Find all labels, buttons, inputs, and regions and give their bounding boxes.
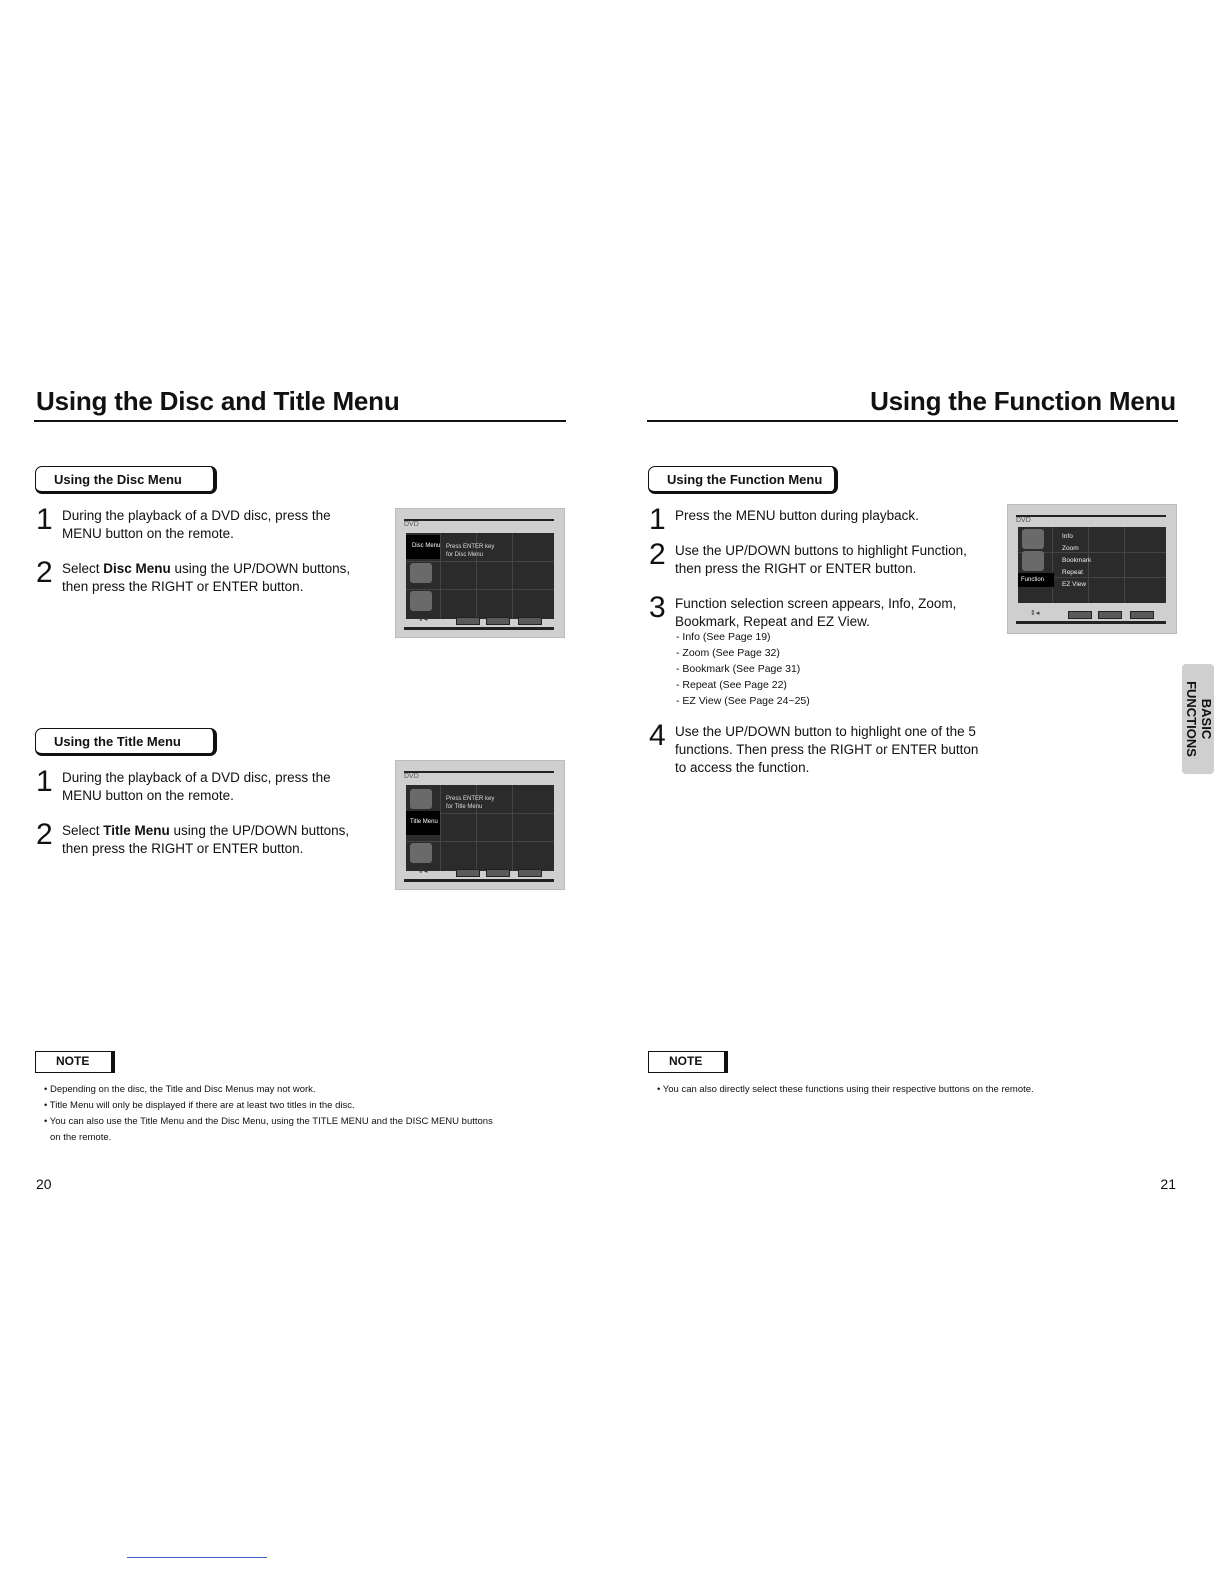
step-number: 3: [649, 591, 666, 624]
note-label-box: [648, 1051, 728, 1073]
screen-button: [518, 869, 542, 877]
step-text: functions. Then press the RIGHT or ENTER button: [675, 742, 979, 757]
title-step-1: [36, 765, 366, 809]
sublist-item: - Bookmark (See Page 31): [676, 663, 801, 675]
step-number: 2: [36, 556, 53, 589]
disc-menu-screen: [395, 508, 565, 638]
step-text: Bookmark, Repeat and EZ View.: [675, 614, 870, 629]
step-text: then press the RIGHT or ENTER button.: [62, 841, 304, 856]
note-label: NOTE: [669, 1054, 703, 1068]
function-sublist: [676, 629, 876, 709]
screen-menu-item: Bookmark: [1062, 557, 1092, 564]
chapter-side-tab: [1182, 664, 1214, 774]
note-line: on the remote.: [50, 1132, 112, 1143]
screen-button: [1098, 611, 1122, 619]
screen-message: for Disc Menu: [446, 552, 484, 558]
step-text: using the UP/DOWN buttons,: [170, 561, 351, 576]
step-number: 1: [36, 765, 53, 798]
step-keyword: Disc Menu: [103, 561, 171, 576]
step-keyword: Title Menu: [103, 823, 170, 838]
screen-button: [1068, 611, 1092, 619]
section-tab-disc-menu: [35, 466, 217, 494]
nav-arrows-icon: ⇕◂: [418, 616, 428, 623]
step-number: 2: [36, 818, 53, 851]
sublist-item: - Zoom (See Page 32): [676, 647, 780, 659]
step-text: then press the RIGHT or ENTER button.: [675, 561, 917, 576]
screen-button: [456, 617, 480, 625]
step-text: Use the UP/DOWN button to highlight one of the 5: [675, 724, 976, 739]
function-menu-screen: [1007, 504, 1177, 634]
screen-button: [518, 617, 542, 625]
screen-header: DVD: [404, 521, 419, 528]
step-number: 4: [649, 719, 666, 752]
step-text: Use the UP/DOWN buttons to highlight Function,: [675, 543, 967, 558]
note-line: • Title Menu will only be displayed if there are at least two titles in the disc.: [44, 1100, 355, 1111]
screen-button: [486, 869, 510, 877]
screen-menu-item: Info: [1062, 533, 1073, 540]
screen-header: DVD: [1016, 517, 1031, 524]
section-tab-function-menu: [648, 466, 838, 494]
note-label: NOTE: [56, 1054, 90, 1068]
screen-button: [1130, 611, 1154, 619]
title-divider-left: [34, 420, 566, 422]
screen-menu-item: EZ View: [1062, 581, 1087, 588]
disc-step-2: [36, 556, 366, 600]
page-title-left: Using the Disc and Title Menu: [36, 386, 400, 416]
section-tab-title-menu: [35, 728, 217, 756]
step-text: MENU button on the remote.: [62, 788, 234, 803]
step-text: Select: [62, 561, 104, 576]
side-tab-label: FUNCTIONS: [1184, 681, 1199, 757]
screen-button: [456, 869, 480, 877]
sublist-item: - Repeat (See Page 22): [676, 679, 787, 691]
title-divider-right: [647, 420, 1178, 422]
section-tab-label: Using the Disc Menu: [54, 472, 182, 487]
section-tab-label: Using the Function Menu: [667, 472, 823, 487]
step-number: 1: [36, 503, 53, 536]
step-text: Function selection screen appears, Info, Zoom,: [675, 596, 957, 611]
screen-highlight-label: Title Menu: [410, 819, 438, 825]
screen-message: Press ENTER key: [446, 544, 495, 550]
step-text: During the playback of a DVD disc, press the: [62, 508, 331, 523]
page-number-right: 21: [1160, 1176, 1176, 1192]
function-step-4: [649, 719, 989, 781]
nav-arrows-icon: ⇕◂: [418, 868, 428, 875]
screen-message: for Title Menu: [446, 804, 483, 810]
note-line: • You can also directly select these functions using their respective buttons on the remote.: [657, 1084, 1034, 1095]
note-line: • You can also use the Title Menu and the Disc Menu, using the TITLE MENU and the DISC MENU buttons: [44, 1116, 493, 1127]
step-text: to access the function.: [675, 760, 810, 775]
screen-message: Press ENTER key: [446, 796, 495, 802]
step-number: 2: [649, 538, 666, 571]
nav-arrows-icon: ⇕◂: [1030, 610, 1040, 617]
section-tab-label: Using the Title Menu: [54, 734, 181, 749]
step-text: using the UP/DOWN buttons,: [169, 823, 350, 838]
screen-button: [486, 617, 510, 625]
function-step-2: [649, 538, 989, 582]
step-text: During the playback of a DVD disc, press the: [62, 770, 331, 785]
function-step-1: [649, 503, 989, 536]
screen-menu-item: Repeat: [1062, 569, 1083, 576]
side-tab-label: BASIC: [1199, 698, 1214, 740]
footer-rule: [127, 1557, 267, 1558]
step-text: then press the RIGHT or ENTER button.: [62, 579, 304, 594]
note-label-box: [35, 1051, 115, 1073]
step-text: Select: [62, 823, 104, 838]
screen-header: DVD: [404, 773, 419, 780]
note-line: • Depending on the disc, the Title and Disc Menus may not work.: [44, 1084, 316, 1095]
page-title-right: Using the Function Menu: [870, 386, 1176, 416]
screen-menu-item: Zoom: [1062, 545, 1079, 552]
page-number-left: 20: [36, 1176, 52, 1192]
title-menu-screen: [395, 760, 565, 890]
sublist-item: - Info (See Page 19): [676, 631, 771, 643]
screen-highlight-label: Disc Menu: [412, 543, 441, 549]
step-number: 1: [649, 503, 666, 536]
step-text: MENU button on the remote.: [62, 526, 234, 541]
step-text: Press the MENU button during playback.: [675, 508, 919, 523]
screen-highlight-label: Function: [1021, 577, 1045, 583]
disc-step-1: [36, 503, 366, 547]
title-step-2: [36, 818, 366, 862]
sublist-item: - EZ View (See Page 24~25): [676, 695, 810, 707]
